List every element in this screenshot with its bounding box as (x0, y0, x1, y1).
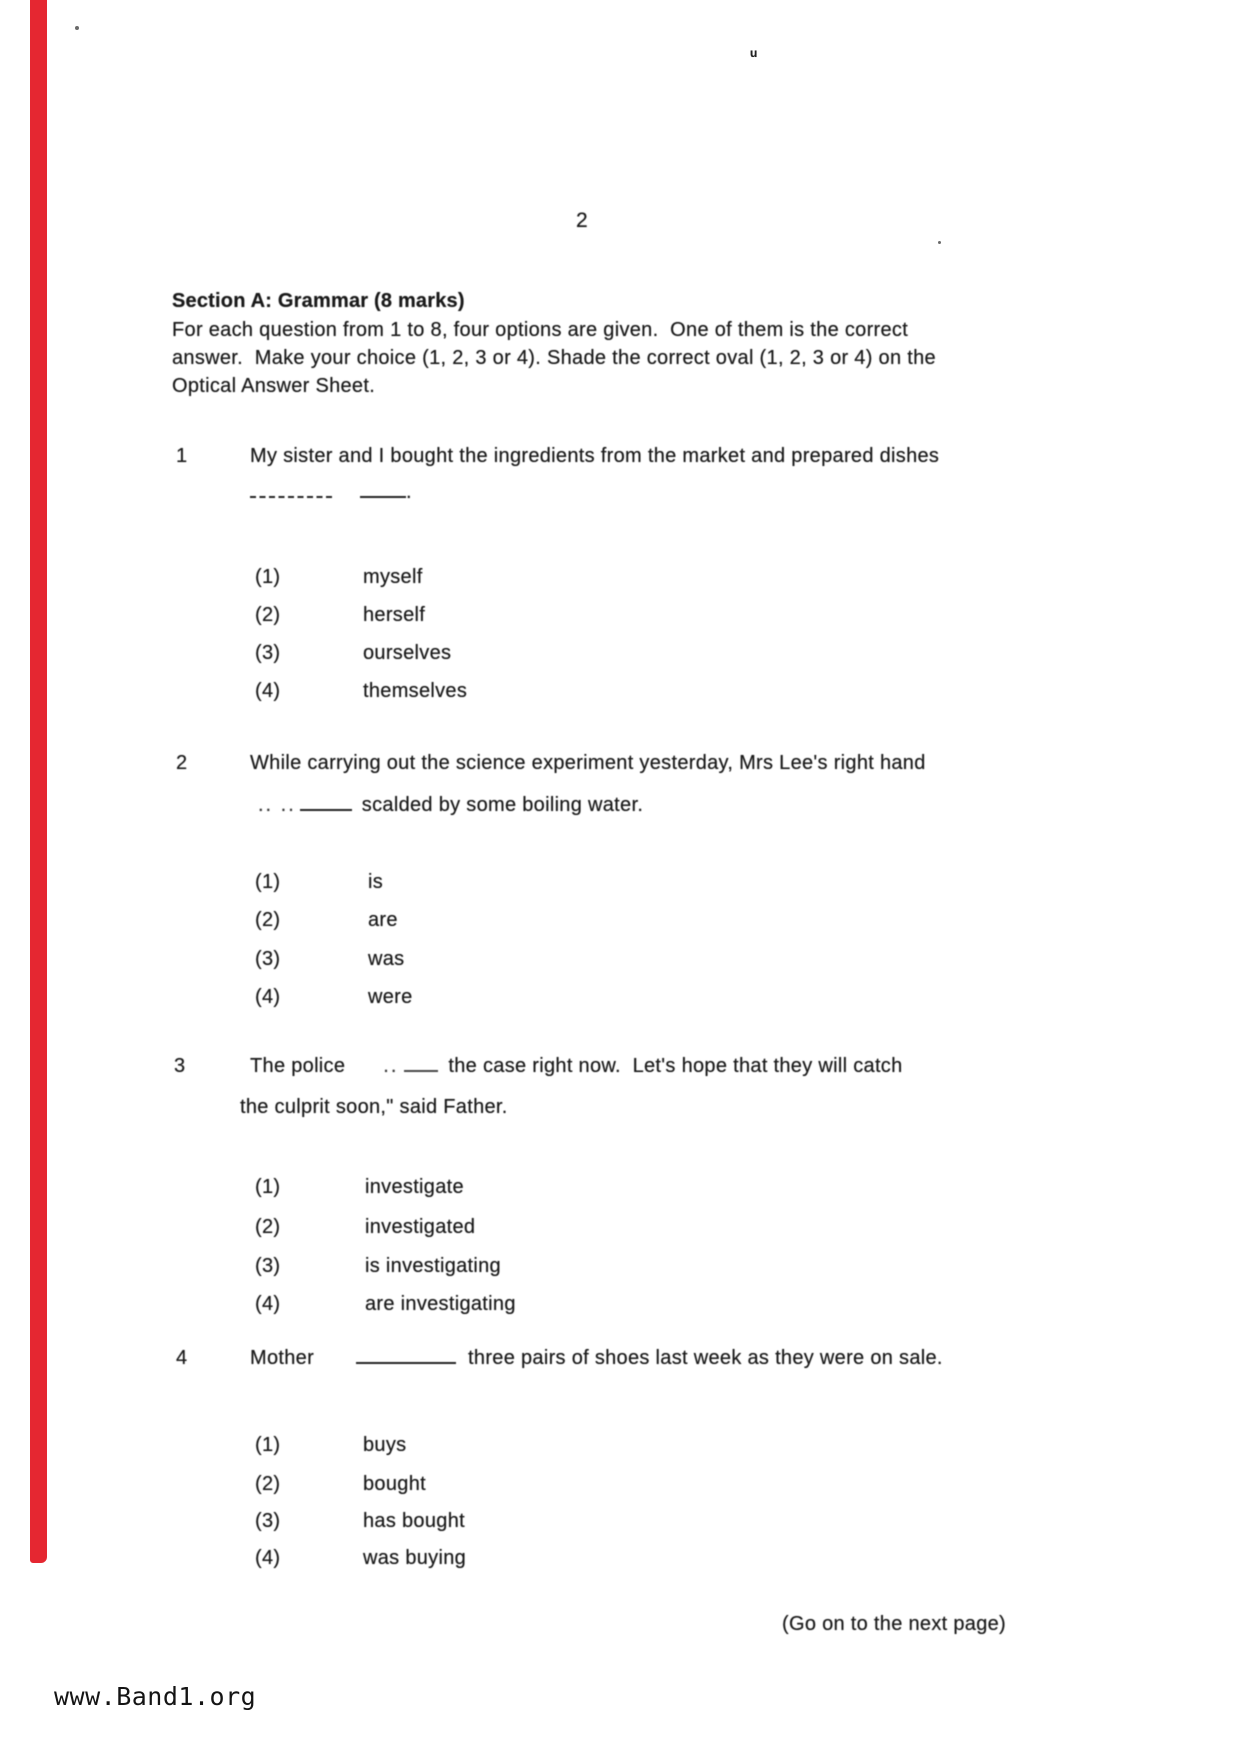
faded-blank-dots: .. (383, 1055, 399, 1077)
q3-option-3-label: is investigating (365, 1255, 501, 1277)
q4-option-2-number: (2) (255, 1473, 281, 1495)
instructions-line-2: answer. Make your choice (1, 2, 3 or 4). Shade the correct oval (1, 2, 3 or 4) on the (172, 347, 936, 369)
q3-option-2-label: investigated (365, 1216, 476, 1238)
faded-blank-dots: .. .. (258, 794, 296, 816)
q2-option-2-number: (2) (255, 909, 281, 931)
question-2-text-line2 (258, 793, 643, 817)
question-4-line1-b: three pairs of shoes last week as they were on sale. (468, 1347, 943, 1369)
question-3-number: 3 (174, 1055, 186, 1077)
q4-option-4-number: (4) (255, 1547, 281, 1569)
q1-option-2-number: (2) (255, 604, 281, 626)
q2-option-1-label: is (368, 871, 384, 893)
q1-option-2-label: herself (363, 604, 426, 626)
q2-option-3-label: was (368, 948, 405, 970)
question-1-number: 1 (176, 445, 188, 467)
q1-option-3-label: ourselves (363, 642, 452, 664)
question-3-line1-b: the case right now. Let's hope that they will catch (448, 1055, 903, 1077)
answer-blank (356, 1348, 456, 1364)
scan-mark-top-right: u (750, 46, 758, 60)
answer-blank (404, 1056, 438, 1072)
page-number: 2 (576, 209, 588, 232)
q2-option-3-number: (3) (255, 948, 281, 970)
q1-option-4-number: (4) (255, 680, 281, 702)
watermark-url: www.Band1.org (54, 1682, 257, 1711)
question-3-text (250, 1054, 903, 1078)
q2-option-1-number: (1) (255, 871, 281, 893)
question-1-text: My sister and I bought the ingredients from the market and prepared dishes (250, 445, 940, 467)
q4-option-3-label: has bought (363, 1510, 465, 1532)
q4-option-1-label: buys (363, 1434, 407, 1456)
instructions-line-3: Optical Answer Sheet. (172, 375, 376, 397)
instructions-line-1: For each question from 1 to 8, four options are given. One of them is the correct (172, 319, 909, 341)
q3-option-1-label: investigate (365, 1176, 464, 1198)
question-3-text-line2: the culprit soon," said Father. (240, 1096, 508, 1118)
q3-option-2-number: (2) (255, 1216, 281, 1238)
q1-option-4-label: themselves (363, 680, 468, 702)
footer-note: (Go on to the next page) (782, 1613, 1007, 1635)
q2-option-4-number: (4) (255, 986, 281, 1008)
question-1-blank-line (250, 480, 412, 504)
question-2-number: 2 (176, 752, 188, 774)
q3-option-3-number: (3) (255, 1255, 281, 1277)
q2-option-4-label: were (368, 986, 413, 1008)
q4-option-4-label: was buying (363, 1547, 467, 1569)
q3-option-4-label: are investigating (365, 1293, 516, 1315)
q4-option-3-number: (3) (255, 1510, 281, 1532)
q3-option-1-number: (1) (255, 1176, 281, 1198)
q2-option-2-label: are (368, 909, 398, 931)
section-heading: Section A: Grammar (8 marks) (172, 290, 465, 312)
answer-blank (300, 795, 352, 811)
q1-option-1-label: myself (363, 566, 423, 588)
question-2-text: While carrying out the science experiment yesterday, Mrs Lee's right hand (250, 752, 926, 774)
question-4-line1-a: Mother (250, 1347, 315, 1369)
q4-option-2-label: bought (363, 1473, 426, 1495)
answer-blank (250, 482, 332, 498)
question-2-line2-text: scalded by some boiling water. (361, 794, 644, 816)
q1-option-1-number: (1) (255, 566, 281, 588)
q3-option-4-number: (4) (255, 1293, 281, 1315)
q4-option-1-number: (1) (255, 1434, 281, 1456)
question-4-number: 4 (176, 1347, 188, 1369)
blank-period: . (406, 481, 412, 503)
question-3-line1-a: The police (250, 1055, 346, 1077)
answer-blank (360, 482, 406, 498)
q1-option-3-number: (3) (255, 642, 281, 664)
question-4-text (250, 1346, 943, 1370)
